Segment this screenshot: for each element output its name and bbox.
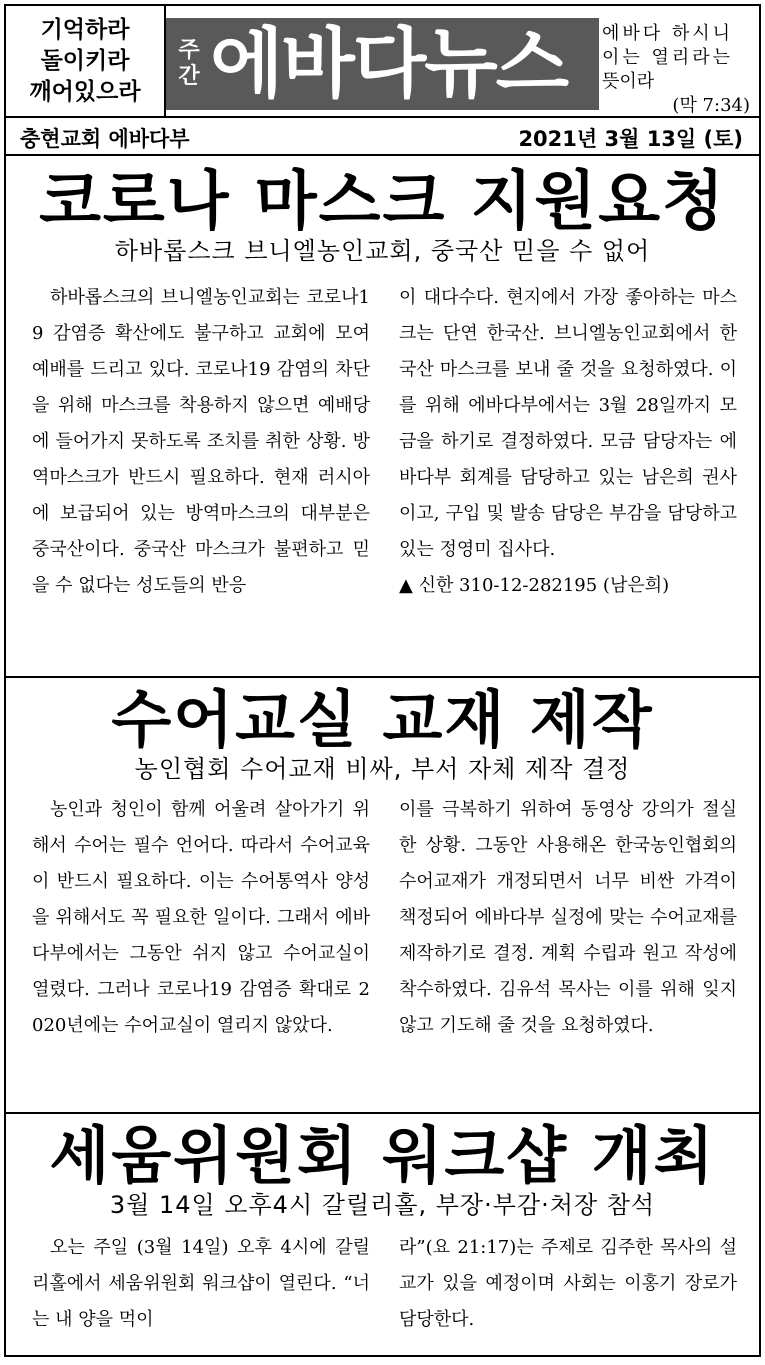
article-paragraph: 오는 주일 (3월 14일) 오후 4시에 갈릴리홀에서 세움위원회 워크샵이 열린다. “너는 내 양을 먹이: [32, 1237, 370, 1330]
title-block: [166, 18, 599, 110]
weekly-label: [170, 38, 208, 90]
church-name: 충현교회 에바다부: [20, 127, 190, 151]
article-subhead: 하바롭스크 브니엘농인교회, 중국산 믿을 수 없어: [114, 237, 651, 265]
motto-line: 기억하라: [40, 16, 130, 43]
newsletter-page: [4, 4, 761, 1357]
article-body: [32, 280, 737, 604]
article-column-left: [32, 280, 370, 604]
newsletter-title: 에바다뉴스: [210, 19, 568, 108]
article-paragraph: 이를 극복하기 위하여 동영상 강의가 절실한 상황. 그동안 사용해온 한국농인협회의 수어교재가 개정되면서 너무 비싼 가격이 책정되어 에바다부 실정에 맞는 수어교재를 제작하기로 결정. 계획 수립과 원고 작성에 착수하였다. 김유석 목사는 이를 위해 잊지 않고 기도해 줄 것을 요청하였다.: [399, 799, 737, 1036]
article-subhead: 농인협회 수어교재 비싸, 부서 자체 제작 결정: [134, 755, 631, 783]
article-workshop: [6, 1114, 759, 1355]
motto-line: 깨어있으라: [29, 78, 141, 105]
article-column-left: [32, 792, 370, 1044]
article-column-right: [399, 1230, 737, 1338]
issue-date: 2021년 3월 13일 (토): [518, 127, 743, 151]
article-column-right: [399, 280, 737, 604]
article-headline: 코로나 마스크 지원요청: [39, 165, 726, 239]
article-body: [32, 1230, 737, 1338]
article-headline: 수어교실 교재 제작: [111, 683, 654, 756]
weekly-char: 간: [178, 64, 200, 89]
article-mask-support: [6, 156, 759, 678]
article-column-left: [32, 1230, 370, 1338]
article-sign-language: [6, 678, 759, 1114]
verse-line: 이는 열리라는: [602, 47, 734, 68]
article-paragraph: 이 대다수다. 현지에서 가장 좋아하는 마스크는 단연 한국산. 브니엘농인교회에서 한국산 마스크를 보내 줄 것을 요청하였다. 이를 위해 에바다부에서는 3월 28일까지 모금을 하기로 결정하였다. 모금 담당자는 에바다부 회계를 담당하고 있는 남은희 권사이고, 구입 및 발송 담당은 부감을 담당하고 있는 정영미 집사다.: [399, 287, 737, 560]
article-headline: 세움위원회 워크샵 개최: [49, 1119, 716, 1192]
article-subhead: 3월 14일 오후4시 갈릴리홀, 부장·부감·처장 참석: [109, 1191, 656, 1219]
article-column-right: [399, 792, 737, 1044]
weekly-char: 주: [178, 38, 200, 63]
bank-account: ▲ 신한 310-12-282195 (남은희): [399, 575, 670, 596]
motto-right: [602, 22, 754, 118]
verse-line: 에바다 하시니: [602, 23, 734, 44]
article-body: [32, 792, 737, 1044]
article-paragraph: 하바롭스크의 브니엘농인교회는 코로나19 감염증 확산에도 불구하고 교회에 모여 예배를 드리고 있다. 코로나19 감염의 차단을 위해 마스크를 착용하지 않으면 예배당에 들어가지 못하도록 조치를 취한 상황. 방역마스크가 반드시 필요하다. 현재 러시아에 보급되어 있는 방역마스크의 대부분은 중국산이다. 중국산 마스크가 불편하고 믿을 수 없다는 성도들의 반응: [32, 287, 370, 596]
motto-line: 돌이키라: [40, 47, 130, 74]
date-bar: [6, 118, 759, 156]
motto-left: [6, 6, 166, 116]
article-paragraph: 라”(요 21:17)는 주제로 김주한 목사의 설교가 있을 예정이며 사회는 이홍기 장로가 담당한다.: [399, 1237, 737, 1330]
verse-line: 뜻이라: [602, 71, 655, 92]
article-paragraph: 농인과 청인이 함께 어울려 살아가기 위해서 수어는 필수 언어다. 따라서 수어교육이 반드시 필요하다. 이는 수어통역사 양성을 위해서도 꼭 필요한 일이다. 그래서 에바다부에서는 그동안 쉬지 않고 수어교실이 열렸다. 그러나 코로나19 감염증 확대로 2020년에는 수어교실이 열리지 않았다.: [32, 799, 370, 1036]
masthead: [6, 6, 759, 118]
verse-reference: (막 7:34): [672, 95, 750, 116]
